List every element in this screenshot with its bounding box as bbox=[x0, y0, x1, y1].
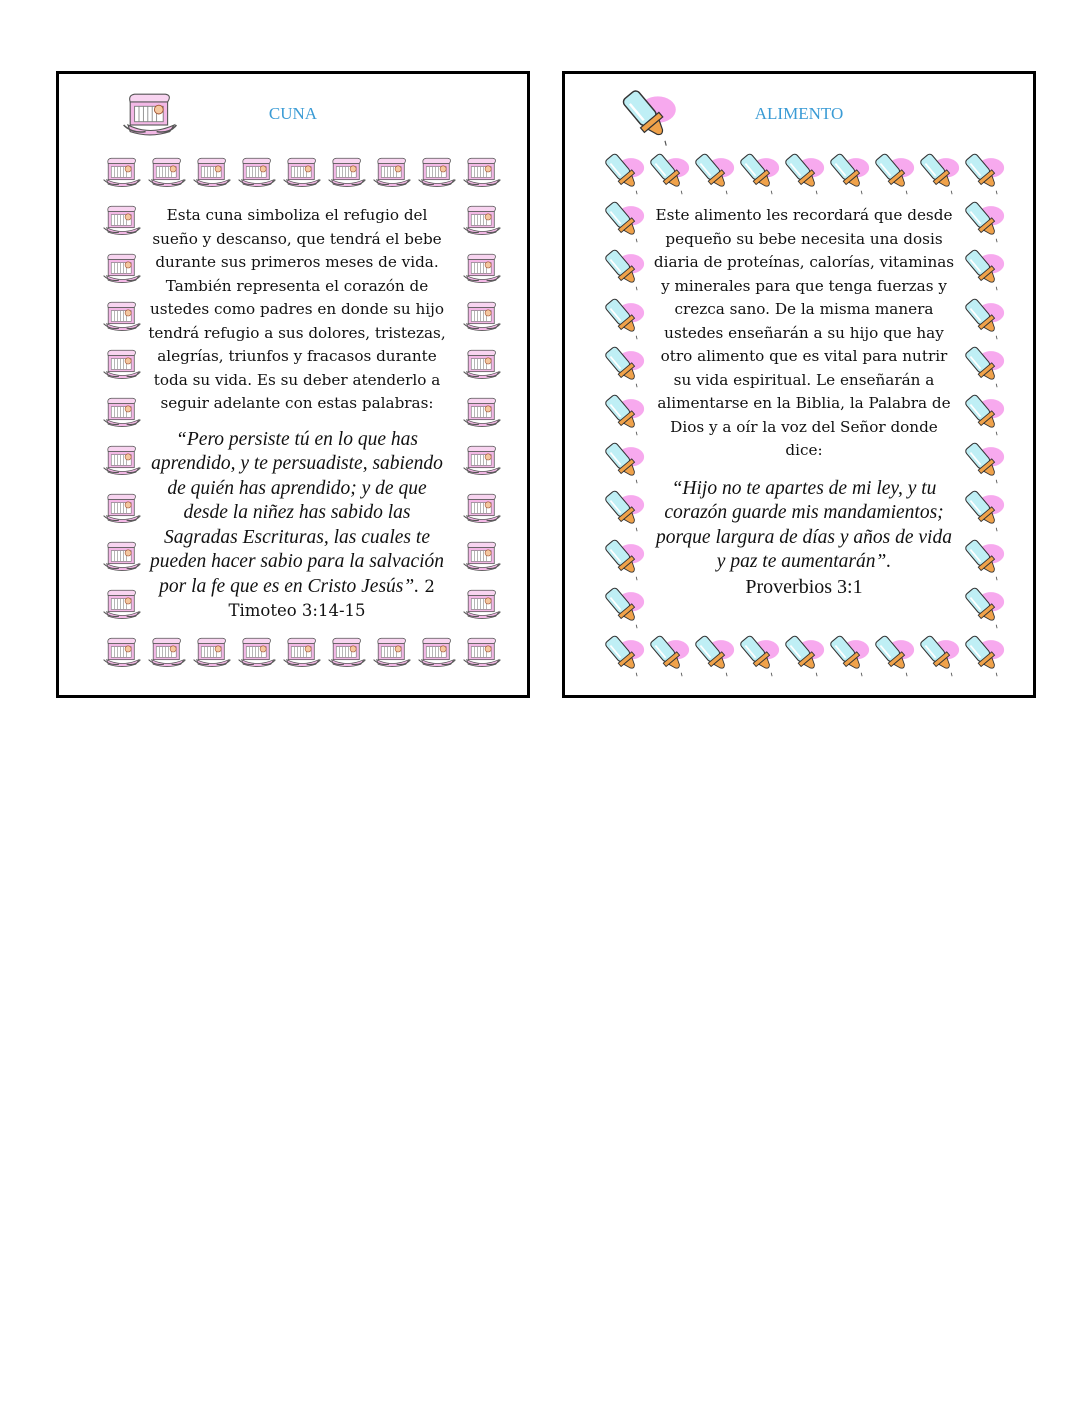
cradle-icon bbox=[324, 154, 370, 190]
cradle-icon bbox=[414, 154, 460, 190]
cradle-icon bbox=[99, 586, 145, 622]
cradle-icon bbox=[369, 634, 415, 670]
cradle-icon bbox=[459, 586, 505, 622]
cradle-icon bbox=[279, 634, 325, 670]
cradle-icon bbox=[99, 442, 145, 478]
cradle-icon bbox=[99, 250, 145, 286]
baby-bottle-icon bbox=[601, 200, 645, 244]
cradle-icon bbox=[459, 442, 505, 478]
bible-reference: Proverbios 3:1 bbox=[745, 575, 863, 598]
cradle-icon bbox=[459, 298, 505, 334]
cradle-icon bbox=[369, 154, 415, 190]
cradle-icon bbox=[459, 394, 505, 430]
baby-bottle-icon bbox=[961, 538, 1005, 582]
cradle-icon bbox=[459, 202, 505, 238]
baby-bottle-icon bbox=[916, 634, 960, 678]
baby-bottle-icon bbox=[916, 152, 960, 196]
cradle-icon bbox=[99, 634, 145, 670]
baby-bottle-icon bbox=[781, 152, 825, 196]
baby-bottle-icon bbox=[601, 538, 645, 582]
cradle-icon bbox=[459, 490, 505, 526]
card-title: ALIMENTO bbox=[754, 104, 844, 123]
cradle-icon bbox=[414, 634, 460, 670]
baby-bottle-icon bbox=[961, 489, 1005, 533]
baby-bottle-icon bbox=[961, 297, 1005, 341]
baby-bottle-icon bbox=[646, 152, 690, 196]
bible-quote: “Hijo no te apartes de mi ley, y tu corazón guarde mis mandamientos; porque largura de días y años de vida y paz te aumentarán”. bbox=[656, 477, 952, 572]
baby-bottle-icon bbox=[961, 200, 1005, 244]
baby-bottle-icon bbox=[961, 393, 1005, 437]
baby-bottle-icon bbox=[691, 634, 735, 678]
cradle-icon bbox=[459, 346, 505, 382]
cradle-icon bbox=[459, 538, 505, 574]
baby-bottle-icon bbox=[601, 441, 645, 485]
cradle-icon bbox=[459, 154, 505, 190]
cradle-icon bbox=[234, 634, 280, 670]
cradle-icon bbox=[99, 298, 145, 334]
baby-bottle-icon bbox=[961, 634, 1005, 678]
baby-bottle-icon bbox=[601, 489, 645, 533]
baby-bottle-icon bbox=[691, 152, 735, 196]
baby-bottle-icon bbox=[736, 152, 780, 196]
baby-bottle-icon bbox=[961, 248, 1005, 292]
cradle-icon bbox=[144, 634, 190, 670]
cuna-card bbox=[56, 71, 530, 698]
baby-bottle-icon bbox=[961, 152, 1005, 196]
cradle-icon bbox=[234, 154, 280, 190]
cradle-icon bbox=[459, 634, 505, 670]
cradle-icon bbox=[189, 154, 235, 190]
baby-bottle-icon bbox=[601, 248, 645, 292]
cradle-icon bbox=[279, 154, 325, 190]
card-body bbox=[651, 204, 957, 599]
cradle-icon bbox=[189, 634, 235, 670]
cradle-icon bbox=[144, 154, 190, 190]
baby-bottle-icon bbox=[601, 586, 645, 630]
bible-quote bbox=[147, 428, 447, 624]
cradle-icon bbox=[99, 490, 145, 526]
baby-bottle-icon bbox=[601, 345, 645, 389]
baby-bottle-icon bbox=[871, 152, 915, 196]
baby-bottle-icon bbox=[826, 152, 870, 196]
card-intro: Esta cuna simboliza el refugio del sueño y descanso, que tendrá el bebe durante sus primeros meses de vida. También representa el corazón de ustedes como padres en donde su hijo tendrá refugio a sus dolores, tristezas, alegrías, triunfos y fracasos durante toda su vida. Es su deber atenderlo a seguir adelante con estas palabras: bbox=[148, 206, 446, 412]
card-title: CUNA bbox=[268, 104, 318, 123]
cradle-icon bbox=[99, 538, 145, 574]
card-body bbox=[147, 204, 447, 624]
baby-bottle-icon bbox=[961, 441, 1005, 485]
cradle-icon bbox=[324, 634, 370, 670]
card-intro: Este alimento les recordará que desde pequeño su bebe necesita una dosis diaria de proteínas, calorías, vitaminas y minerales para que tenga fuerzas y crezca sano. De la misma manera ustedes enseñarán a su hijo que hay otro alimento que es vital para nutrir su vida espiritual. Le enseñarán a alimentarse en la Biblia, la Palabra de Dios y a oír la voz del Señor donde dice: bbox=[653, 206, 955, 459]
cradle-icon bbox=[99, 154, 145, 190]
cradle-icon bbox=[99, 346, 145, 382]
baby-bottle-icon bbox=[601, 152, 645, 196]
cradle-icon bbox=[459, 250, 505, 286]
baby-bottle-icon bbox=[826, 634, 870, 678]
baby-bottle-icon bbox=[781, 634, 825, 678]
baby-bottle-icon bbox=[871, 634, 915, 678]
cradle-icon bbox=[99, 394, 145, 430]
baby-bottle-icon bbox=[961, 345, 1005, 389]
bible-reference: 2 Timoteo 3:14-15 bbox=[228, 576, 435, 620]
baby-bottle-icon bbox=[646, 634, 690, 678]
cradle-icon bbox=[99, 202, 145, 238]
quote-text: “Pero persiste tú en lo que has aprendido, y te persuadiste, sabiendo de quién has aprendido; y de que desde la niñez has sabido las Sagradas Escrituras, las cuales te pueden hacer sabio para la salvación por la fe que es en Cristo Jesús”. bbox=[149, 428, 445, 597]
baby-bottle-icon bbox=[736, 634, 780, 678]
baby-bottle-icon bbox=[601, 634, 645, 678]
baby-bottle-icon bbox=[961, 586, 1005, 630]
baby-bottle-icon bbox=[601, 297, 645, 341]
baby-bottle-icon bbox=[601, 393, 645, 437]
alimento-card bbox=[562, 71, 1036, 698]
